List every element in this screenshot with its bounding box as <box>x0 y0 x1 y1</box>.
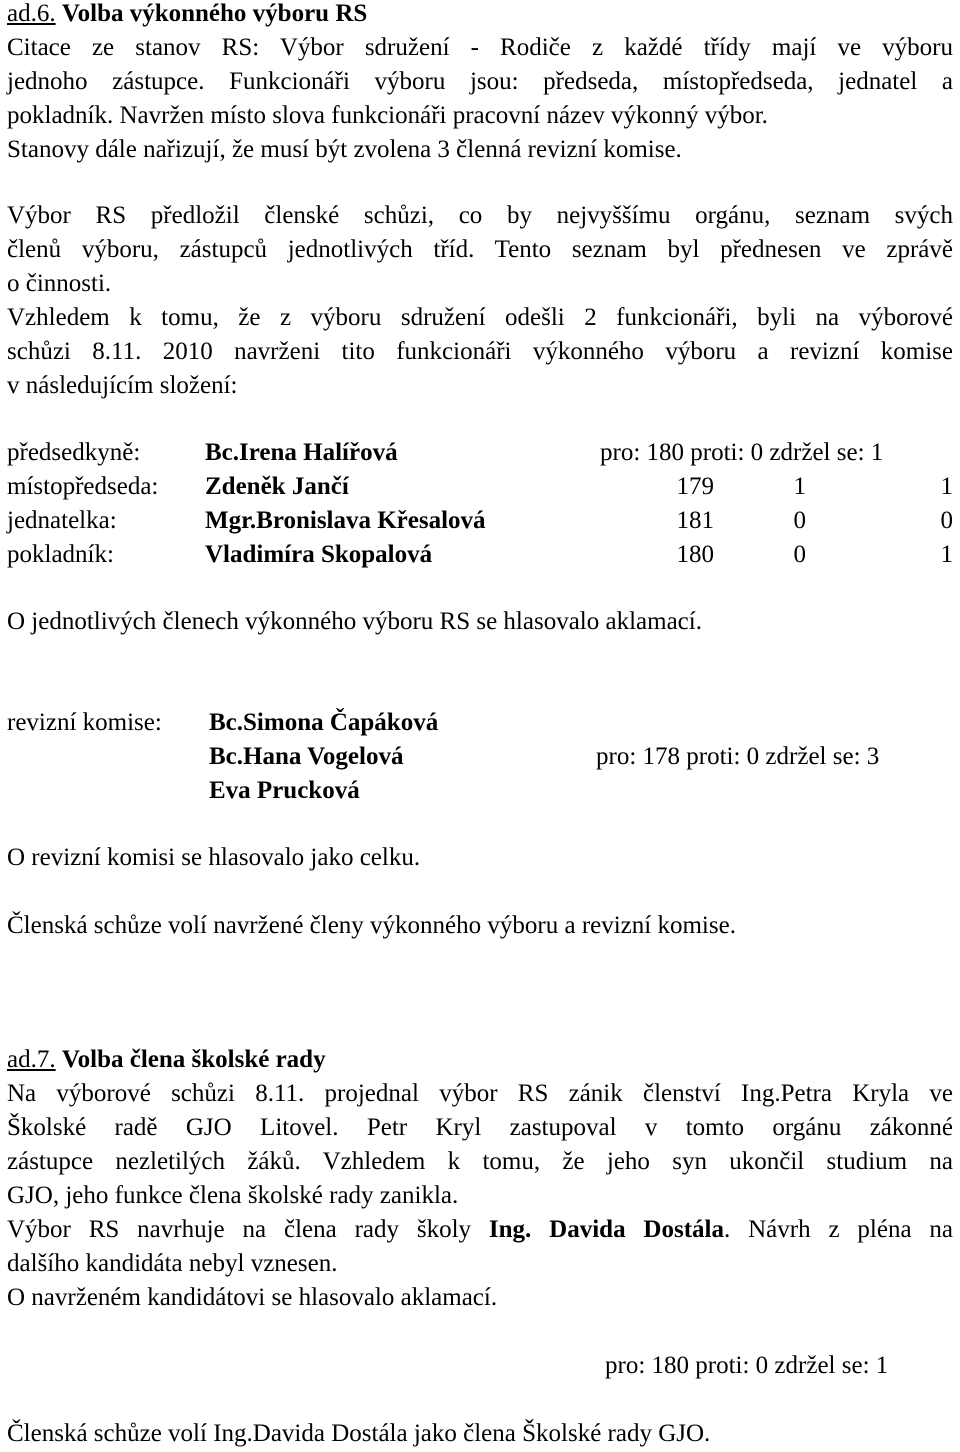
officer-role: jednatelka: <box>7 507 117 534</box>
officer-name: Vladimíra Skopalová <box>205 541 433 568</box>
s6-p3-line: schůzi 8.11. 2010 navrženi tito funkcionáři výkonného výboru a revizní komise <box>7 338 953 365</box>
section-6-heading <box>7 0 367 31</box>
section-7-number: ad.7. <box>7 1046 56 1073</box>
section-7-title: Volba člena školské rady <box>61 1046 326 1073</box>
officer-votes-zdrzel: 0 <box>940 507 953 534</box>
s7-p1-line: Školské radě GJO Litovel. Petr Kryl zastupoval v tomto orgánu zákonné <box>7 1114 953 1141</box>
s6-p3-line: Vzhledem k tomu, že z výboru sdružení odešli 2 funkcionáři, byli na výborové <box>7 304 953 331</box>
officer-votes-pro: 181 <box>676 507 714 534</box>
audit-vote-note: O revizní komisi se hlasovalo jako celku. <box>7 844 421 871</box>
audit-member: Bc.Simona Čapáková <box>209 709 439 736</box>
officer-name: Mgr.Bronislava Křesalová <box>205 507 486 534</box>
audit-votes: pro: 178 proti: 0 zdržel se: 3 <box>596 743 880 770</box>
s6-p2-line: o činnosti. <box>7 270 112 297</box>
officer-votes-proti: 0 <box>793 507 806 534</box>
s7-p2-text: Výbor RS navrhuje na člena rady školy <box>7 1216 472 1243</box>
school-board-final: Členská schůze volí Ing.Davida Dostála jako člena Školské rady GJO. <box>7 1420 711 1447</box>
officer-name: Zdeněk Jančí <box>205 473 349 500</box>
s7-p2-text: . Návrh z pléna na <box>724 1216 954 1243</box>
s7-p3-line: O navrženém kandidátovi se hlasovalo aklamací. <box>7 1284 498 1311</box>
s6-p1-line: Citace ze stanov RS: Výbor sdružení - Rodiče z každé třídy mají ve výboru <box>7 34 953 61</box>
acclamation-note: O jednotlivých členech výkonného výboru RS se hlasovalo aklamací. <box>7 608 702 635</box>
officer-role: předsedkyně: <box>7 439 141 466</box>
s7-p2-line <box>7 1213 953 1247</box>
s7-p1-line: Na výborové schůzi 8.11. projednal výbor RS zánik členství Ing.Petra Kryla ve <box>7 1080 953 1107</box>
officer-votes-zdrzel: 1 <box>940 473 953 500</box>
section-6-title: Volba výkonného výboru RS <box>61 0 368 27</box>
officer-role: pokladník: <box>7 541 114 568</box>
s7-p1-line: zástupce nezletilých žáků. Vzhledem k tomu, že jeho syn ukončil studium na <box>7 1148 953 1175</box>
officer-role: místopředseda: <box>7 473 159 500</box>
s6-p3-line: v následujícím složení: <box>7 372 238 399</box>
s6-p2-line: Výbor RS předložil členské schůzi, co by nejvyššímu orgánu, seznam svých <box>7 202 953 229</box>
s6-p1-line: jednoho zástupce. Funkcionáři výboru jsou: předseda, místopředseda, jednatel a <box>7 68 953 95</box>
s6-p2-line: členů výboru, zástupců jednotlivých tříd. Tento seznam byl přednesen ve zprávě <box>7 236 953 263</box>
s7-p2-line: dalšího kandidáta nebyl vznesen. <box>7 1250 338 1277</box>
section-7-heading <box>7 1043 326 1077</box>
candidate-name: Ing. Davida Dostála <box>488 1216 724 1243</box>
officer-votes-proti: 0 <box>793 541 806 568</box>
s6-p1-line: pokladník. Navržen místo slova funkcionáři pracovní název výkonný výbor. <box>7 102 768 129</box>
s6-p1-line: Stanovy dále nařizují, že musí být zvolena 3 členná revizní komise. <box>7 136 682 163</box>
section-6-number: ad.6. <box>7 0 56 27</box>
officer-votes-zdrzel: 1 <box>940 541 953 568</box>
officer-name: Bc.Irena Halířová <box>205 439 398 466</box>
s7-p1-line: GJO, jeho funkce člena školské rady zanikla. <box>7 1182 459 1209</box>
officer-votes-pro: 180 <box>676 541 714 568</box>
school-board-votes: pro: 180 proti: 0 zdržel se: 1 <box>605 1352 889 1379</box>
election-statement: Členská schůze volí navržené členy výkonného výboru a revizní komise. <box>7 912 736 939</box>
officer-votes: pro: 180 proti: 0 zdržel se: 1 <box>600 439 884 466</box>
audit-member: Bc.Hana Vogelová <box>209 743 404 770</box>
audit-member: Eva Prucková <box>209 777 360 804</box>
audit-committee-label: revizní komise: <box>7 709 162 736</box>
officer-votes-proti: 1 <box>793 473 806 500</box>
officer-votes-pro: 179 <box>676 473 714 500</box>
